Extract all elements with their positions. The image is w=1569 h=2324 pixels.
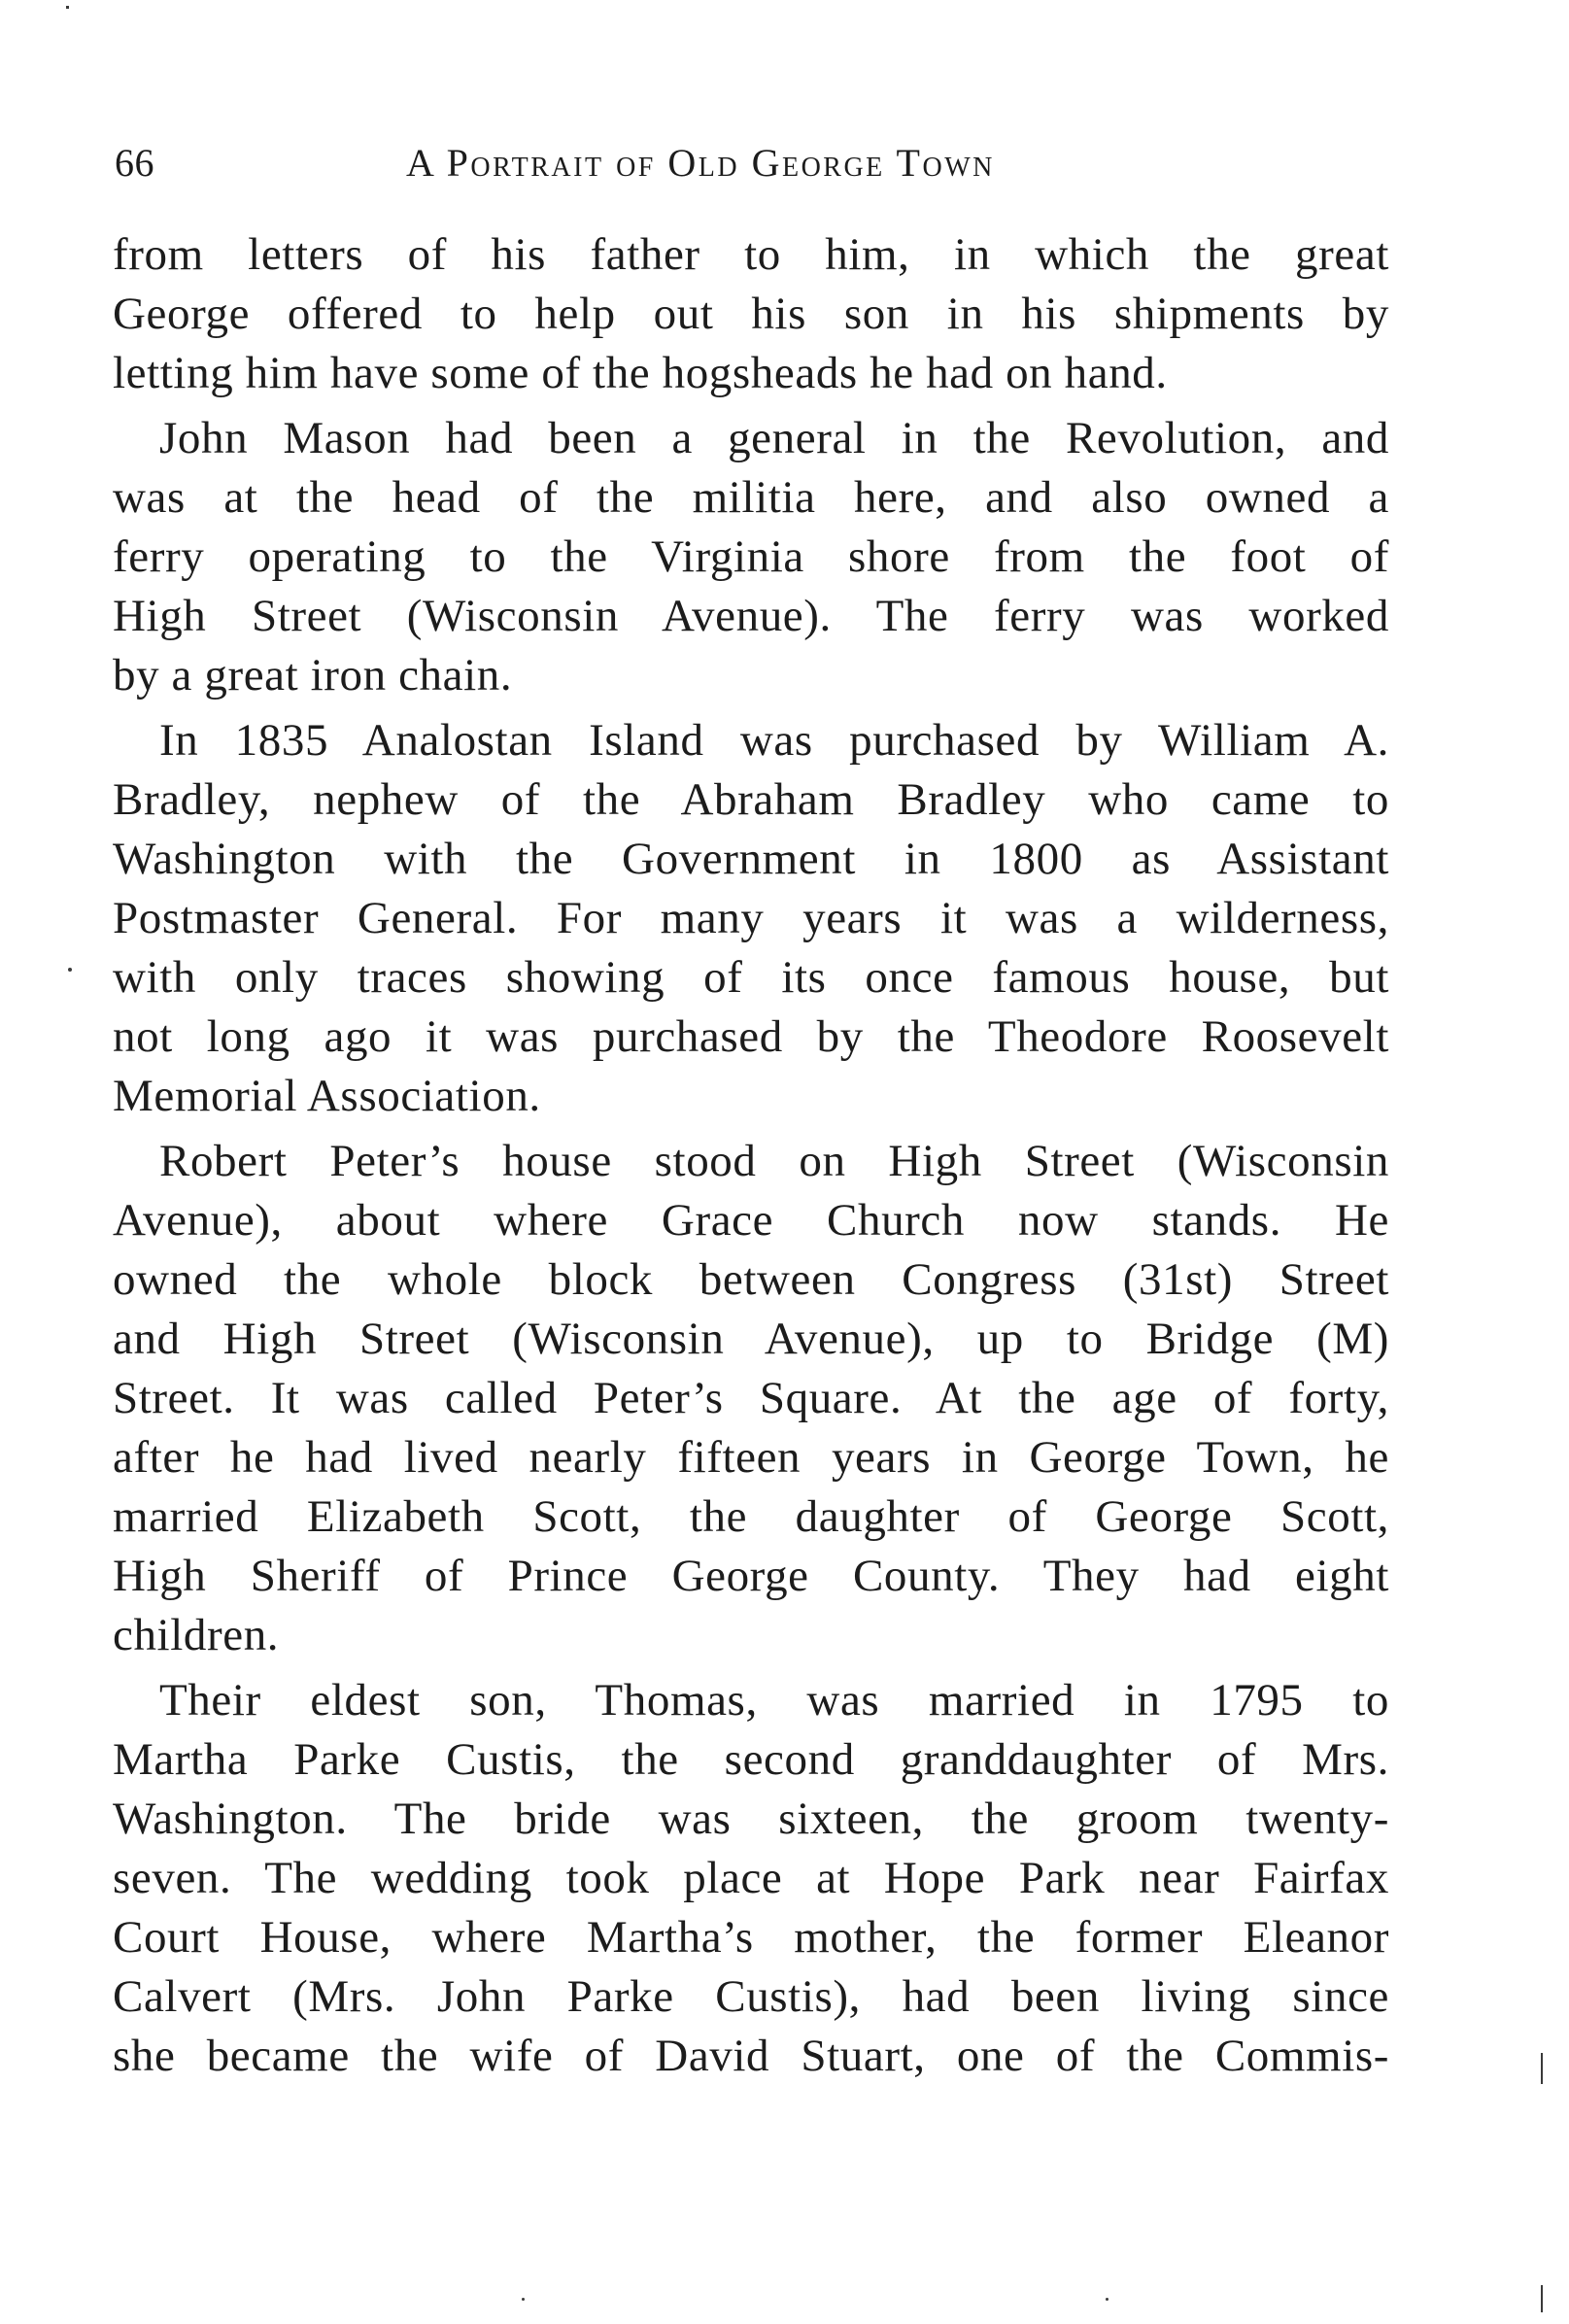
text-line: was at the head of the militia here, and also owned a <box>113 472 1389 523</box>
paragraph-3 <box>113 711 1389 1126</box>
scan-speck <box>1106 2298 1109 2301</box>
scan-edge-mark <box>1541 2285 1543 2312</box>
scan-speck <box>66 6 69 9</box>
page-number: 66 <box>115 141 154 185</box>
text-line: Martha Parke Custis, the second granddaughter of Mrs. <box>113 1734 1389 1785</box>
paragraph-1 <box>113 225 1389 403</box>
text-line: Court House, where Martha’s mother, the former Eleanor <box>113 1912 1389 1963</box>
text-line: Washington with the Government in 1800 as Assistant <box>113 834 1389 884</box>
text-line: High Sheriff of Prince George County. They had eight <box>113 1551 1389 1601</box>
scan-speck <box>522 2298 525 2301</box>
text-line: and High Street (Wisconsin Avenue), up to Bridge (M) <box>113 1314 1389 1364</box>
text-line: Their eldest son, Thomas, was married in 1795 to <box>159 1675 1389 1726</box>
text-line: with only traces showing of its once famous house, but <box>113 952 1389 1003</box>
scan-edge-mark <box>1541 2053 1543 2084</box>
text-line: Memorial Association. <box>113 1071 541 1121</box>
scan-speck <box>68 968 72 972</box>
text-line: by a great iron chain. <box>113 650 513 701</box>
paragraph-4 <box>113 1132 1389 1665</box>
text-line: from letters of his father to him, in which the great <box>113 229 1389 280</box>
text-line: not long ago it was purchased by the Theodore Roosevelt <box>113 1011 1389 1062</box>
text-line: Bradley, nephew of the Abraham Bradley who came to <box>113 774 1389 825</box>
text-line: married Elizabeth Scott, the daughter of George Scott, <box>113 1491 1389 1542</box>
text-line: John Mason had been a general in the Revolution, and <box>159 413 1389 463</box>
text-line: letting him have some of the hogsheads he had on hand. <box>113 348 1168 398</box>
text-line: children. <box>113 1610 280 1660</box>
text-line: ferry operating to the Virginia shore from the foot of <box>113 531 1389 582</box>
text-line: seven. The wedding took place at Hope Park near Fairfax <box>113 1853 1389 1903</box>
paragraph-2 <box>113 409 1389 705</box>
body-text <box>113 225 1389 2092</box>
paragraph-5 <box>113 1671 1389 2086</box>
text-line: George offered to help out his son in his shipments by <box>113 289 1389 339</box>
text-line: Street. It was called Peter’s Square. At the age of forty, <box>113 1373 1389 1423</box>
text-line: Avenue), about where Grace Church now stands. He <box>113 1195 1389 1246</box>
text-line: after he had lived nearly fifteen years in George Town, he <box>113 1432 1389 1483</box>
text-line: Washington. The bride was sixteen, the groom twenty- <box>113 1794 1389 1844</box>
text-line: In 1835 Analostan Island was purchased by William A. <box>159 715 1389 766</box>
text-line: Calvert (Mrs. John Parke Custis), had been living since <box>113 1971 1389 2022</box>
text-line: she became the wife of David Stuart, one of the Commis- <box>113 2031 1389 2081</box>
running-title: A Portrait of Old George Town <box>406 141 995 185</box>
text-line: High Street (Wisconsin Avenue). The ferry was worked <box>113 591 1389 641</box>
text-line: owned the whole block between Congress (31st) Street <box>113 1254 1389 1305</box>
text-line: Postmaster General. For many years it was a wilderness, <box>113 893 1389 943</box>
text-line: Robert Peter’s house stood on High Street (Wisconsin <box>159 1136 1389 1186</box>
running-head <box>115 134 1096 192</box>
